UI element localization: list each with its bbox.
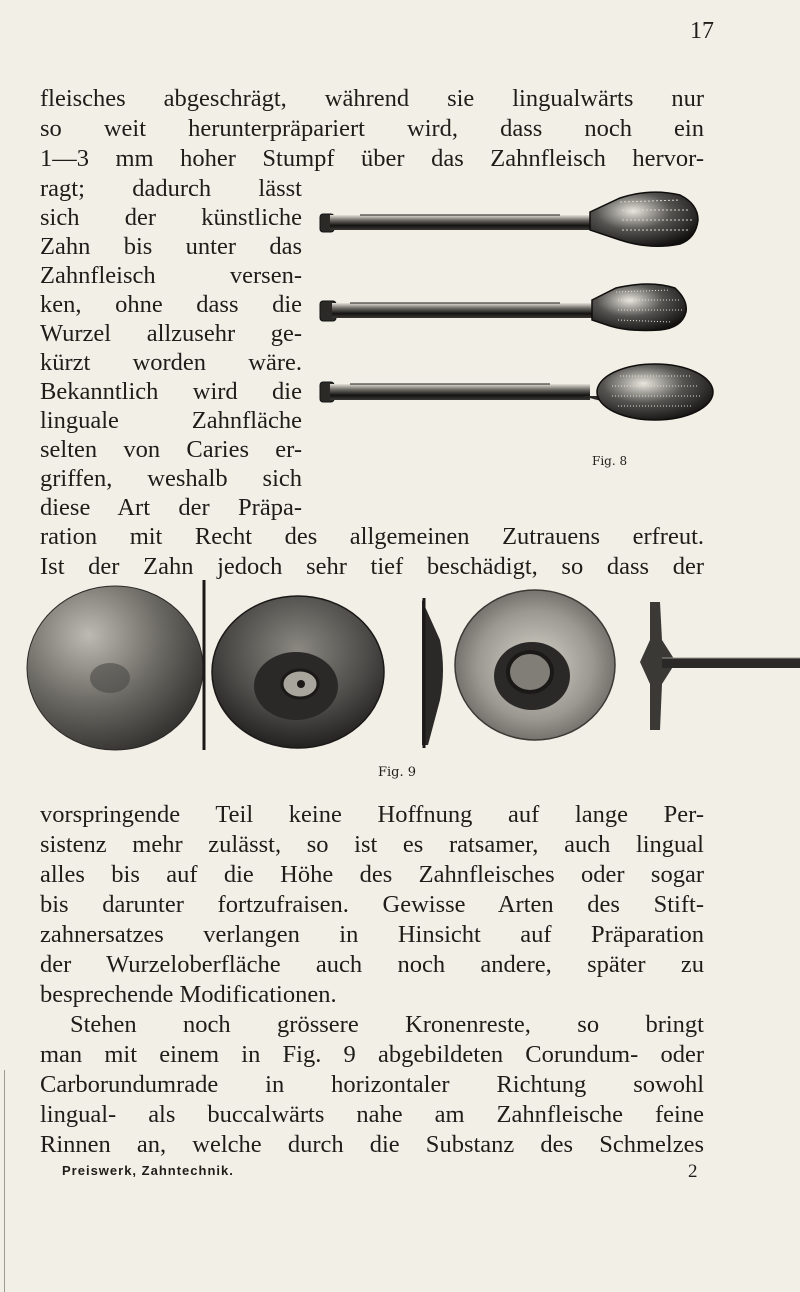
text-line: zahnersatzes verlangen in Hinsicht auf Präparation — [40, 921, 704, 948]
text-line: griffen, weshalb sich — [40, 465, 302, 492]
text-line: Zahnfleisch versen- — [40, 262, 302, 289]
text-line: lingual- als buccalwärts nahe am Zahnfleische feine — [40, 1101, 704, 1128]
margin-rule — [4, 1070, 5, 1292]
signature-number: 2 — [688, 1161, 698, 1182]
text-line: sich der künstliche — [40, 204, 302, 231]
text-line: ragt; dadurch lässt — [40, 175, 302, 202]
text-line: linguale Zahnfläche — [40, 407, 302, 434]
text-line: selten von Caries er- — [40, 436, 302, 463]
text-line: alles bis auf die Höhe des Zahnfleisches oder sogar — [40, 861, 704, 888]
bur-2 — [320, 284, 686, 331]
text-line: besprechende Modificationen. — [40, 981, 337, 1008]
text-line: Ist der Zahn jedoch sehr tief beschädigt, so dass der — [40, 553, 704, 580]
text-line: ken, ohne dass die — [40, 291, 302, 318]
figure-8-caption: Fig. 8 — [592, 454, 628, 468]
figure-9-wheels — [0, 580, 800, 760]
text-line: fleisches abgeschrägt, während sie lingualwärts nur — [40, 85, 704, 112]
bur-3 — [320, 364, 713, 420]
wheel-4 — [640, 602, 800, 730]
wheel-3 — [422, 590, 615, 748]
wheel-1 — [27, 586, 203, 750]
text-line: Carborundumrade in horizontaler Richtung sowohl — [40, 1071, 704, 1098]
text-line: so weit herunterpräpariert wird, dass noch ein — [40, 115, 704, 142]
bur-1 — [320, 192, 698, 246]
page-number: 17 — [690, 18, 714, 44]
figure-9-caption: Fig. 9 — [378, 765, 417, 780]
text-line: Bekanntlich wird die — [40, 378, 302, 405]
text-line: der Wurzeloberfläche auch noch andere, später zu — [40, 951, 704, 978]
text-line: man mit einem in Fig. 9 abgebildeten Corundum- oder — [40, 1041, 704, 1068]
running-footer: Preiswerk, Zahntechnik. — [62, 1163, 234, 1178]
text-line: sistenz mehr zulässt, so ist es ratsamer, auch lingual — [40, 831, 704, 858]
text-line: Zahn bis unter das — [40, 233, 302, 260]
text-line: vorspringende Teil keine Hoffnung auf lange Per- — [40, 801, 704, 828]
text-line: 1—3 mm hoher Stumpf über das Zahnfleisch hervor- — [40, 145, 704, 172]
text-line: Wurzel allzusehr ge- — [40, 320, 302, 347]
wheel-2 — [204, 580, 384, 750]
text-line: diese Art der Präpa- — [40, 494, 302, 521]
figure-8-burs — [320, 170, 720, 440]
text-line: bis darunter fortzufraisen. Gewisse Arten des Stift- — [40, 891, 704, 918]
text-line: Stehen noch grössere Kronenreste, so bringt — [70, 1011, 704, 1038]
text-line: kürzt worden wäre. — [40, 349, 302, 376]
text-line: ration mit Recht des allgemeinen Zutrauens erfreut. — [40, 523, 704, 550]
text-line: Rinnen an, welche durch die Substanz des Schmelzes — [40, 1131, 704, 1158]
